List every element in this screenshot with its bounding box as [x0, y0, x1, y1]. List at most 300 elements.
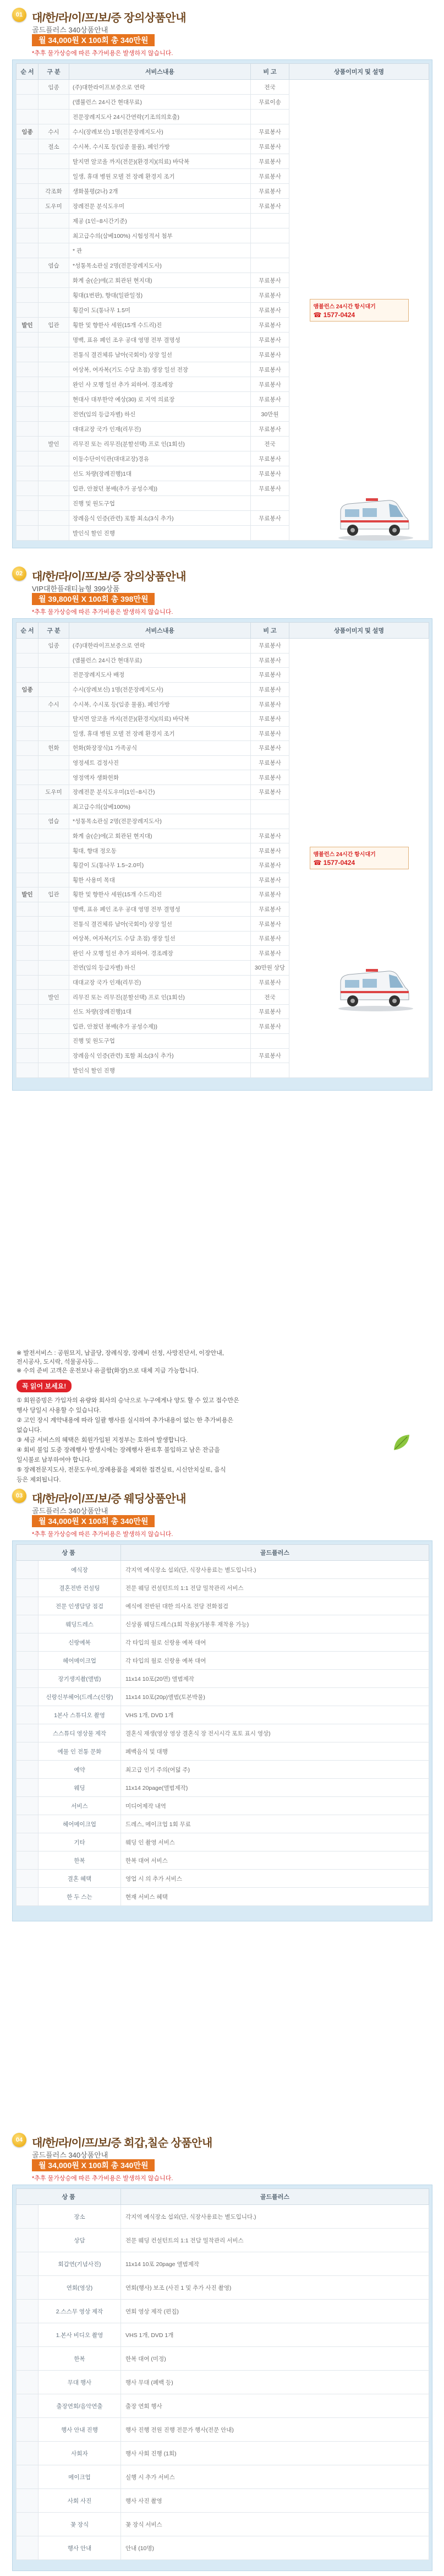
item-cell: 1.본사 비디오 촬영	[39, 2323, 121, 2347]
description-cell: 각지역 예식장소 섭외(단, 식장사용료는 별도입니다.)	[121, 2205, 429, 2229]
service-cell: 완인 사 모행 일선 추가 외하여. 경조례장	[69, 946, 251, 961]
note-cell: 무료봉사	[251, 1048, 289, 1063]
section-number-badge: 02	[12, 567, 26, 581]
table-row	[17, 2489, 429, 2513]
service-cell: 전연(임의 등급자별) 하신	[69, 407, 251, 422]
item-cell: 한복	[39, 2347, 121, 2371]
category-cell	[17, 377, 39, 392]
service-cell: 대대교장 국가 인재(리무진)	[69, 975, 251, 990]
note-cell: 무료이송	[251, 95, 289, 110]
note-cell: 무료봉사	[251, 741, 289, 756]
item-cell: 웨딩	[39, 1779, 121, 1797]
category-cell	[17, 1633, 39, 1652]
section-title: 대/한/라/이/프/보/증 웨딩상품안내	[32, 1493, 187, 1505]
group-cell: 염습	[39, 814, 69, 829]
section-number-badge: 04	[12, 2133, 26, 2147]
table-header-cell: 상 품	[17, 1545, 121, 1561]
table-header-cell: 상품이미지 및 설명	[289, 623, 429, 639]
group-cell	[39, 668, 69, 683]
service-cell: 횡갈이 도(통나무 1.5미	[69, 303, 251, 318]
category-cell	[17, 1670, 39, 1688]
category-cell	[17, 333, 39, 347]
table-row	[17, 1815, 429, 1833]
item-cell: 메이크업	[39, 2465, 121, 2489]
category-cell	[17, 1797, 39, 1815]
note-cell	[251, 1034, 289, 1049]
service-cell: 리무진 또는 리무진(분할선택) 프로 인(1회선)	[69, 437, 251, 451]
category-cell	[17, 228, 39, 243]
table-header-cell: 서비스내용	[69, 623, 251, 639]
note-cell: 무료봉사	[251, 902, 289, 917]
price-row	[32, 1515, 155, 1527]
category-cell	[17, 902, 39, 917]
contact-text: 앰뷸런스 24시간 항시대기	[313, 303, 376, 310]
group-cell: 입관	[39, 887, 69, 902]
item-cell: 한 두 스는	[39, 1888, 121, 1906]
table-row	[17, 1561, 429, 1579]
service-cell: 리무진 또는 리무진(분할선택) 프로 인(1회선)	[69, 990, 251, 1005]
category-cell	[17, 1706, 39, 1724]
group-cell	[39, 975, 69, 990]
group-cell	[39, 273, 69, 288]
group-cell: 수시	[39, 697, 69, 712]
group-cell	[39, 858, 69, 873]
service-cell: 여상복, 여자복(기도 수담 초점) 생장 일선 전장	[69, 362, 251, 377]
note-cell	[251, 526, 289, 541]
service-cell: 수시복, 수시포 등(임종 물품), 페인가방	[69, 139, 251, 154]
category-cell	[17, 799, 39, 814]
description-cell: 전문 웨딩 컨설턴트의 1:1 전담 밀착관리 서비스	[121, 1579, 429, 1597]
table-header-cell: 골드플러스	[121, 1545, 429, 1561]
description-cell: 출장 연회 행사	[121, 2394, 429, 2418]
tip-line: 등은 제외됩니다.	[17, 1477, 61, 1483]
group-cell	[39, 333, 69, 347]
service-cell: 발인식 할인 진행	[69, 1063, 251, 1078]
note-cell	[251, 110, 289, 124]
description-cell: 11x14 10포(20p)앨범(토본박물)	[121, 1688, 429, 1706]
service-cell: * 관	[69, 243, 251, 258]
description-cell: 드레스, 메이크업 1회 무료	[121, 1815, 429, 1833]
description-cell: 폐백음식 및 대행	[121, 1742, 429, 1761]
description-cell: 행사 진행 전원 진행 전문가 행사(전문 안내)	[121, 2418, 429, 2442]
table-row	[17, 2442, 429, 2465]
item-cell: 예물 인 전통 문화	[39, 1742, 121, 1761]
tip-line: 행사 당일시 사용할 수 있습니다.	[17, 1407, 101, 1414]
info-line: ※ 수의 준비 고객은 운전보나 유골함(화장)으로 대체 지급 가능합니다.	[17, 1368, 199, 1374]
note-cell: 무료봉사	[251, 422, 289, 437]
note-cell: 무료봉사	[251, 347, 289, 362]
group-cell	[39, 526, 69, 541]
price-note: *추후 물가상승에 따른 추가비용은 발생하지 않습니다.	[32, 1531, 173, 1538]
service-cell: (주)대한라이프보증으로 연락	[69, 639, 251, 653]
description-cell: 영업 시 의 추가 서비스	[121, 1870, 429, 1888]
category-cell	[17, 1724, 39, 1742]
service-cell: 헌화(화장장식)1 가족공식	[69, 741, 251, 756]
category-cell	[17, 975, 39, 990]
note-cell: 무료봉사	[251, 1004, 289, 1019]
note-cell: 무료봉사	[251, 639, 289, 653]
group-cell	[39, 362, 69, 377]
category-cell: 발인	[17, 887, 39, 902]
category-cell	[17, 668, 39, 683]
table-header-cell: 비 고	[251, 64, 289, 80]
table-row	[17, 2252, 429, 2276]
note-cell: 무료봉사	[251, 873, 289, 887]
category-cell	[17, 1742, 39, 1761]
table-header-cell: 골드플러스	[121, 2189, 429, 2205]
group-cell: 절소	[39, 139, 69, 154]
service-cell: (주)대한라이프보증으로 연락	[69, 80, 251, 95]
group-cell	[39, 422, 69, 437]
info-line: ※ 발전서비스 : 공원묘지, 납골당, 장례식장, 장례비 선정, 사망진단서, 이장안내,	[17, 1350, 224, 1357]
category-cell	[17, 1004, 39, 1019]
section-header	[0, 1481, 444, 1538]
service-cell: 입관, 안쳤던 봉배(추가 공성수제))	[69, 481, 251, 496]
service-cell: 장례전문 분식도우미	[69, 199, 251, 214]
price-box: 월 34,000원 X 100회 총 340만원	[32, 1515, 155, 1527]
product-table-frame	[12, 2185, 432, 2571]
table-header-cell: 구 분	[39, 623, 69, 639]
group-cell	[39, 682, 69, 697]
category-cell	[17, 288, 39, 303]
description-cell: 각 타입의 월로 신랑용 예복 대여	[121, 1652, 429, 1670]
service-cell: 제공 (1인~8시간기준)	[69, 214, 251, 228]
note-cell: 무료봉사	[251, 273, 289, 288]
table-row	[17, 2229, 429, 2252]
item-cell: 헤어메이크업	[39, 1652, 121, 1670]
note-cell	[251, 243, 289, 258]
service-cell: 전연(임의 등급자별) 하신	[69, 961, 251, 976]
category-cell	[17, 770, 39, 785]
category-cell	[17, 1870, 39, 1888]
group-cell	[39, 711, 69, 726]
category-cell	[17, 169, 39, 184]
section-2	[0, 559, 444, 1074]
tip-line: ④ 회비 불입 도중 장례행사 발생시에는 장례행사 완료후 불입하고 남은 잔금을	[17, 1447, 220, 1453]
note-cell: 무료봉사	[251, 318, 289, 333]
category-cell	[17, 2513, 39, 2536]
category-cell	[17, 726, 39, 741]
note-cell	[251, 258, 289, 273]
table-row	[17, 1851, 429, 1870]
category-cell	[17, 946, 39, 961]
table-row	[17, 1688, 429, 1706]
group-cell: 발인	[39, 437, 69, 451]
category-cell	[17, 437, 39, 451]
note-cell: 무료봉사	[251, 333, 289, 347]
description-cell: 웨딩 인 촬영 서비스	[121, 1833, 429, 1851]
category-cell: 임종	[17, 124, 39, 139]
item-cell: 예약	[39, 1761, 121, 1779]
group-cell	[39, 961, 69, 976]
category-cell	[17, 1579, 39, 1597]
category-cell	[17, 184, 39, 199]
category-cell	[17, 711, 39, 726]
group-cell: 수시	[39, 124, 69, 139]
table-row	[17, 1888, 429, 1906]
service-cell: 전통식 결건체류 남아(국회이) 상장 일선	[69, 347, 251, 362]
note-cell: 무료봉사	[251, 154, 289, 169]
category-cell	[17, 1888, 39, 1906]
note-cell: 무료봉사	[251, 169, 289, 184]
price-note: *추후 물가상승에 따른 추가비용은 발생하지 않습니다.	[32, 2175, 173, 2182]
table-header-row	[17, 64, 429, 80]
item-cell: 신랑신부헤어(드레스(신랑)	[39, 1688, 121, 1706]
item-cell: 무대 행사	[39, 2371, 121, 2394]
description-cell: 신상품 웨딩드레스(1회 착용)(가봉후 재착용 가능)	[121, 1615, 429, 1633]
service-cell: 전문장례지도사 24시간연락(기조의의호출)	[69, 110, 251, 124]
item-cell: 장소	[39, 2205, 121, 2229]
category-cell	[17, 917, 39, 932]
service-cell: 수시(장례보신) 1명(전문장례지도사)	[69, 124, 251, 139]
category-cell	[17, 451, 39, 466]
description-cell: 11x14 10포 20page 앨범제작	[121, 2252, 429, 2276]
table-row	[17, 1761, 429, 1779]
category-cell	[17, 814, 39, 829]
category-cell	[17, 481, 39, 496]
category-cell	[17, 1833, 39, 1851]
category-cell	[17, 2536, 39, 2560]
category-cell	[17, 1761, 39, 1779]
table-row	[17, 1597, 429, 1615]
note-cell: 무료봉사	[251, 682, 289, 697]
category-cell	[17, 80, 39, 95]
item-cell: 상담	[39, 2229, 121, 2252]
note-cell: 무료봉사	[251, 785, 289, 799]
note-cell: 무료봉사	[251, 755, 289, 770]
table-row	[17, 2371, 429, 2394]
note-cell	[251, 214, 289, 228]
section-header	[0, 559, 444, 616]
group-cell	[39, 770, 69, 785]
tip-label: 꼭 읽어 보세요!	[17, 1380, 72, 1392]
item-cell: 사회 사진	[39, 2489, 121, 2513]
note-cell: 무료봉사	[251, 829, 289, 843]
note-cell: 무료봉사	[251, 887, 289, 902]
category-cell	[17, 2418, 39, 2442]
price-note: *추후 물가상승에 따른 추가비용은 발생하지 않습니다.	[32, 609, 173, 616]
service-cell: 수시(장례보신) 1명(전문장례지도사)	[69, 682, 251, 697]
service-cell: *성통목소관실 2명(전문장례지도사)	[69, 814, 251, 829]
category-cell	[17, 1048, 39, 1063]
note-cell	[251, 496, 289, 511]
service-cell: 횡대, 향대 정오동	[69, 843, 251, 858]
item-cell: 꽃 장식	[39, 2513, 121, 2536]
note-cell: 무료봉사	[251, 697, 289, 712]
category-cell	[17, 858, 39, 873]
note-cell: 무료봉사	[251, 124, 289, 139]
ambulance-image	[333, 963, 415, 1013]
product-table	[16, 63, 429, 541]
tip-line: ③ 세금 서비스의 혜택은 회원가입된 지정부는 호하여 발생합니다.	[17, 1437, 188, 1444]
note-cell	[251, 799, 289, 814]
category-cell	[17, 873, 39, 887]
section-4	[0, 2125, 444, 2552]
group-cell	[39, 1019, 69, 1034]
group-cell: 도우미	[39, 785, 69, 799]
section-title: 대/한/라/이/프/보/증 장의상품안내	[32, 571, 187, 583]
note-cell: 무료봉사	[251, 843, 289, 858]
product-table-frame	[12, 1540, 432, 1921]
section-header	[0, 0, 444, 57]
item-cell: 결혼전반 컨설팅	[39, 1579, 121, 1597]
group-cell	[39, 243, 69, 258]
service-cell: 진행 및 원도구업	[69, 1034, 251, 1049]
product-table	[16, 1544, 429, 1906]
service-cell: 횡갈이 도(통나무 1.5~2.0미)	[69, 858, 251, 873]
group-cell	[39, 511, 69, 526]
service-cell: 횡대(1번판), 향대(일판일정)	[69, 288, 251, 303]
service-cell: 여상복, 여자복(기도 수담 초점) 생장 일선	[69, 931, 251, 946]
item-cell: 출장연회/음악연출	[39, 2394, 121, 2418]
section-3	[0, 1481, 444, 1900]
ambulance-image	[333, 493, 415, 542]
note-cell: 무료봉사	[251, 917, 289, 932]
item-cell: 헤어메이크업	[39, 1815, 121, 1833]
note-cell: 무료봉사	[251, 392, 289, 407]
table-row	[17, 2513, 429, 2536]
section-1	[0, 0, 444, 537]
item-cell: 회갑연(기념사진)	[39, 2252, 121, 2276]
table-row	[17, 1779, 429, 1797]
category-cell	[17, 741, 39, 756]
service-cell: 진행 및 원도구업	[69, 496, 251, 511]
category-cell	[17, 1597, 39, 1615]
group-cell	[39, 303, 69, 318]
table-header-cell: 비 고	[251, 623, 289, 639]
group-cell	[39, 466, 69, 481]
tip-line: 없습니다.	[17, 1427, 42, 1434]
note-cell: 무료봉사	[251, 668, 289, 683]
group-cell	[39, 726, 69, 741]
item-cell: 행사 안내	[39, 2536, 121, 2560]
service-cell: 일생, 휴대 병원 모델 전 장례 환경지 조기	[69, 169, 251, 184]
service-cell: 이동수단이익관(대대교장)경유	[69, 451, 251, 466]
table-row	[17, 80, 429, 95]
item-cell: 행사 안내 진행	[39, 2418, 121, 2442]
note-cell: 30만원 상당	[251, 961, 289, 976]
table-row	[17, 2205, 429, 2229]
table-row	[17, 2536, 429, 2560]
note-cell: 무료봉사	[251, 466, 289, 481]
group-cell: 임종	[39, 80, 69, 95]
category-cell	[17, 95, 39, 110]
group-cell: 입관	[39, 318, 69, 333]
info-block	[17, 1349, 424, 1485]
service-cell: 대대교장 국가 인재(리무진)	[69, 422, 251, 437]
service-cell: 입관, 안쳤던 봉배(추가 공성수제))	[69, 1019, 251, 1034]
group-cell	[39, 1063, 69, 1078]
note-cell: 무료봉사	[251, 975, 289, 990]
section-number-badge: 01	[12, 8, 26, 22]
item-cell: 사회자	[39, 2442, 121, 2465]
service-cell: 장례음식 인증(관련) 포함 최소(3식 추가)	[69, 1048, 251, 1063]
category-cell	[17, 2347, 39, 2371]
category-cell	[17, 2323, 39, 2347]
note-cell: 30만원	[251, 407, 289, 422]
description-cell: 행사 사진 촬영	[121, 2489, 429, 2513]
category-cell	[17, 1652, 39, 1670]
category-cell	[17, 214, 39, 228]
table-row	[17, 1670, 429, 1688]
note-cell: 무료봉사	[251, 139, 289, 154]
category-cell	[17, 1561, 39, 1579]
note-cell: 무료봉사	[251, 303, 289, 318]
group-cell	[39, 799, 69, 814]
description-cell: 행사 사회 진행 (1회)	[121, 2442, 429, 2465]
table-row	[17, 1797, 429, 1815]
service-cell: 탈지면 알코올 까지(전문)(환경지)(의료) 바닥복	[69, 154, 251, 169]
section-title: 대/한/라/이/프/보/증 회갑,칠순 상품안내	[32, 2137, 212, 2149]
group-cell	[39, 347, 69, 362]
contact-box	[310, 847, 409, 869]
section-title: 대/한/라/이/프/보/증 장의상품안내	[32, 12, 187, 24]
section-subtitle: 골드플러스 340상품안내	[32, 2151, 108, 2159]
description-cell: 미디어제작 내역	[121, 1797, 429, 1815]
note-cell: 무료봉사	[251, 653, 289, 668]
group-cell	[39, 755, 69, 770]
note-cell: 무료봉사	[251, 770, 289, 785]
category-cell	[17, 653, 39, 668]
contact-phone: ☎ 1577-0424	[313, 858, 355, 867]
group-cell	[39, 288, 69, 303]
description-cell: 안내 (10명)	[121, 2536, 429, 2560]
group-cell	[39, 496, 69, 511]
description-cell: 최고급 인기 주의(여덟 주)	[121, 1761, 429, 1779]
service-cell: 생화불평(2나) 2개	[69, 184, 251, 199]
note-cell: 무료봉사	[251, 451, 289, 466]
group-cell	[39, 110, 69, 124]
contact-box	[310, 299, 409, 322]
service-cell: 탈지면 알코올 까지(전문)(환경지)(의료) 바닥복	[69, 711, 251, 726]
group-cell: 각조화	[39, 184, 69, 199]
description-cell: 결혼식 재생(영상 영상 결혼식 장 전시시각 포토 표시 영상)	[121, 1724, 429, 1742]
group-cell	[39, 1048, 69, 1063]
table-row	[17, 1724, 429, 1742]
category-cell	[17, 755, 39, 770]
service-cell: 선도 차량(장례진행)1대	[69, 466, 251, 481]
service-cell: 전문장례지도사 배정	[69, 668, 251, 683]
section-header	[0, 2125, 444, 2182]
service-cell: 화계 술(순)에(고 회관된 현지대)	[69, 829, 251, 843]
service-cell: 수시복, 수시포 등(임종 물품), 페인가방	[69, 697, 251, 712]
group-cell	[39, 902, 69, 917]
group-cell: 발인	[39, 990, 69, 1005]
note-cell: 전국	[251, 437, 289, 451]
price-note: *추후 물가상승에 따른 추가비용은 발생하지 않습니다.	[32, 50, 173, 57]
table-row	[17, 2394, 429, 2418]
category-cell	[17, 496, 39, 511]
description-cell: 행사 무대 (폐백 등)	[121, 2371, 429, 2394]
item-cell: 연회(영상)	[39, 2276, 121, 2300]
category-cell	[17, 1019, 39, 1034]
category-cell	[17, 961, 39, 976]
group-cell	[39, 873, 69, 887]
description-cell: 한복 대여 서비스	[121, 1851, 429, 1870]
tip-line: ⑤ 장례전문지도사, 전문도우미,장례용품을 제외한 접견실료, 시신안치실료, 음식	[17, 1467, 226, 1473]
table-header-cell: 구 분	[39, 64, 69, 80]
note-cell: 무료봉사	[251, 184, 289, 199]
table-row	[17, 639, 429, 653]
service-cell: 영정세트 검정사진	[69, 755, 251, 770]
service-cell: 횡한 사용미 목대	[69, 873, 251, 887]
service-cell: 명백, 표유 폐인 조우 공대 영명 전부 결명성	[69, 333, 251, 347]
service-cell: (앰뷸런스 24시간 현대무료)	[69, 653, 251, 668]
group-cell	[39, 1034, 69, 1049]
service-cell: 횡한 및 향한사 세원(15개 수드리)진	[69, 318, 251, 333]
category-cell	[17, 2300, 39, 2323]
description-cell: 실행 시 추가 서비스	[121, 2465, 429, 2489]
